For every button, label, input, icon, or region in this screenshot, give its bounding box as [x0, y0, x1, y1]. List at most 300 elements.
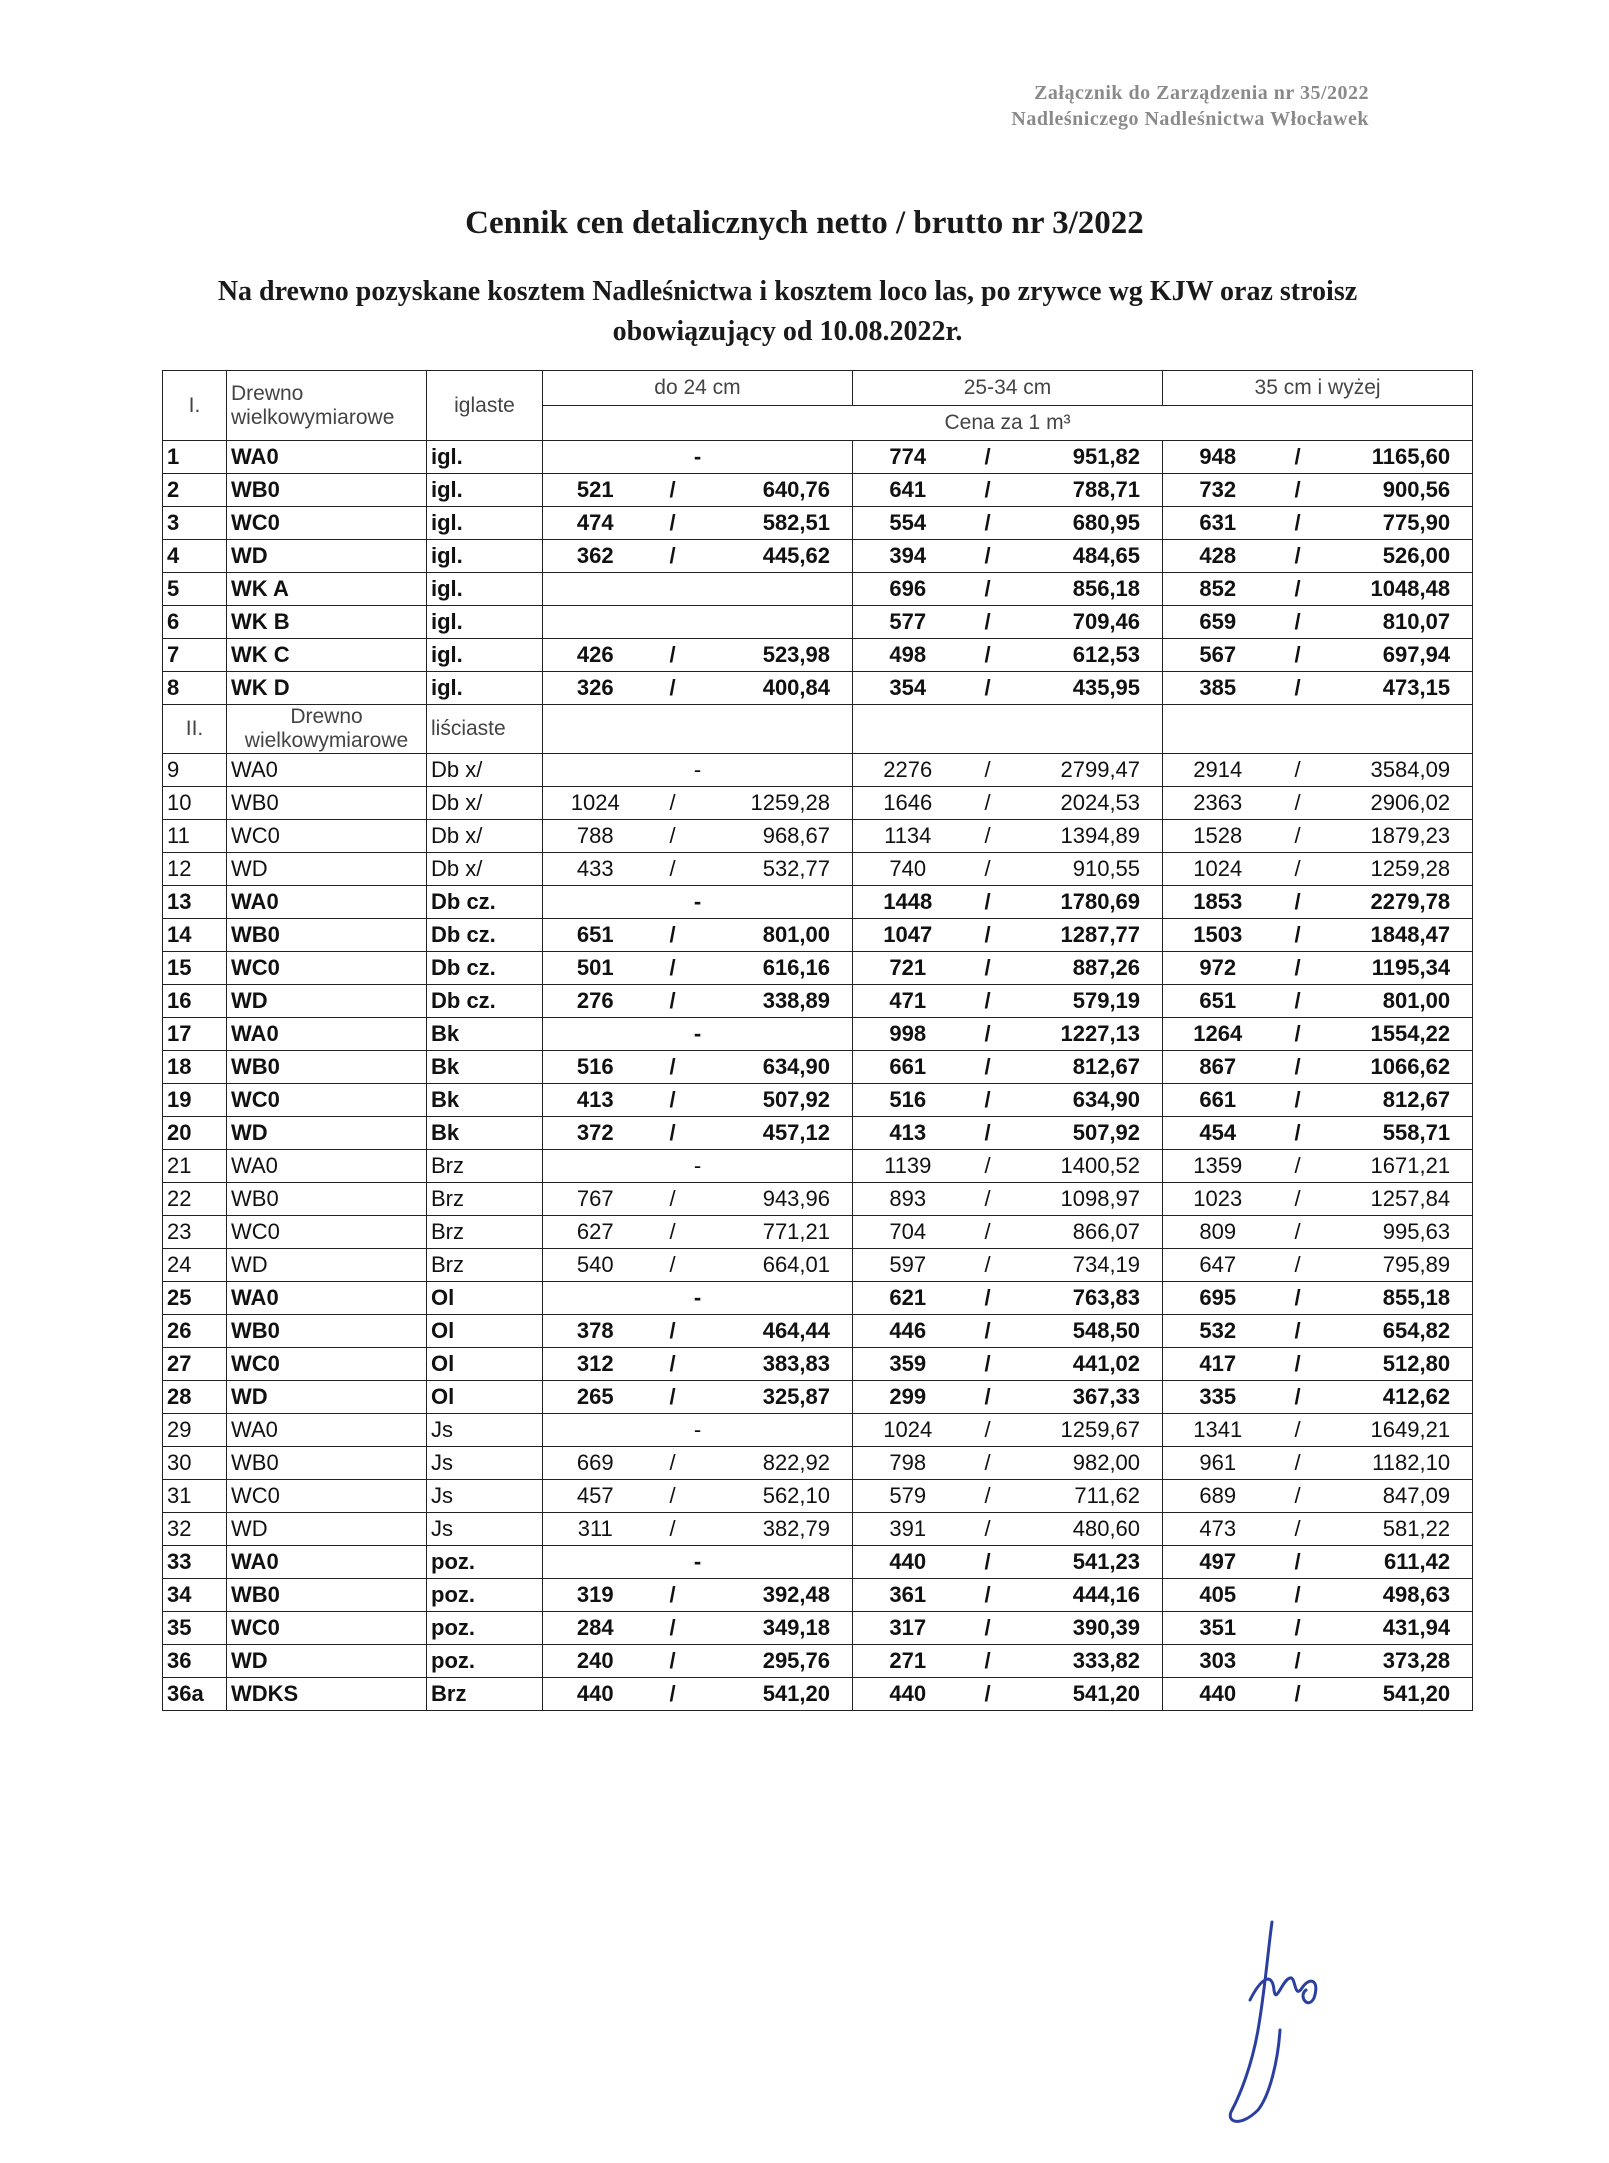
- price-25-34-brutto: 541,20: [1013, 1678, 1163, 1711]
- price-do-24-netto: 276: [543, 985, 648, 1018]
- price-25-34-netto: 798: [853, 1447, 963, 1480]
- price-35-plus-brutto: 1195,34: [1323, 952, 1473, 985]
- price-25-34-slash: /: [963, 1216, 1013, 1249]
- row-grade: WA0: [227, 441, 427, 474]
- price-25-34-brutto: 680,95: [1013, 507, 1163, 540]
- price-25-34-netto: 696: [853, 573, 963, 606]
- row-species: Ol: [427, 1381, 543, 1414]
- row-grade: WC0: [227, 952, 427, 985]
- price-35-plus-brutto: 1554,22: [1323, 1018, 1473, 1051]
- row-grade: WA0: [227, 1018, 427, 1051]
- price-25-34-slash: /: [963, 1249, 1013, 1282]
- price-35-plus-netto: 454: [1163, 1117, 1273, 1150]
- price-25-34-slash: /: [963, 1348, 1013, 1381]
- price-35-plus-brutto: 801,00: [1323, 985, 1473, 1018]
- price-35-plus-brutto: 3584,09: [1323, 754, 1473, 787]
- price-25-34-netto: 597: [853, 1249, 963, 1282]
- wood-type-line-2: wielkowymiarowe: [231, 405, 395, 429]
- price-35-plus-slash: /: [1273, 1513, 1323, 1546]
- row-number: 17: [163, 1018, 227, 1051]
- col-header-do-24: do 24 cm: [543, 371, 853, 406]
- price-35-plus-netto: 497: [1163, 1546, 1273, 1579]
- row-species: Ol: [427, 1315, 543, 1348]
- row-number: 35: [163, 1612, 227, 1645]
- price-25-34-brutto: 709,46: [1013, 606, 1163, 639]
- row-number: 9: [163, 754, 227, 787]
- price-35-plus-slash: /: [1273, 853, 1323, 886]
- price-25-34-netto: 740: [853, 853, 963, 886]
- row-grade: WB0: [227, 919, 427, 952]
- price-35-plus-slash: /: [1273, 919, 1323, 952]
- price-35-plus-slash: /: [1273, 1480, 1323, 1513]
- row-species: Db cz.: [427, 985, 543, 1018]
- price-25-34-brutto: 1394,89: [1013, 820, 1163, 853]
- signature: [1210, 1910, 1340, 2140]
- price-25-34-slash: /: [963, 540, 1013, 573]
- price-35-plus-slash: /: [1273, 1216, 1323, 1249]
- price-do-24-netto: 516: [543, 1051, 648, 1084]
- price-25-34-netto: 1047: [853, 919, 963, 952]
- price-35-plus-slash: /: [1273, 1183, 1323, 1216]
- price-25-34-brutto: 1780,69: [1013, 886, 1163, 919]
- price-25-34-brutto: 910,55: [1013, 853, 1163, 886]
- row-grade: WD: [227, 853, 427, 886]
- table-row: [163, 507, 1473, 540]
- price-35-plus-slash: /: [1273, 1051, 1323, 1084]
- price-35-plus-slash: /: [1273, 639, 1323, 672]
- row-species: Brz: [427, 1678, 543, 1711]
- price-35-plus-brutto: 1257,84: [1323, 1183, 1473, 1216]
- price-25-34-brutto: 1098,97: [1013, 1183, 1163, 1216]
- price-25-34-slash: /: [963, 754, 1013, 787]
- price-do-24-netto: 474: [543, 507, 648, 540]
- price-25-34-slash: /: [963, 1315, 1013, 1348]
- row-number: 15: [163, 952, 227, 985]
- row-number: 28: [163, 1381, 227, 1414]
- price-do-24-netto: 501: [543, 952, 648, 985]
- price-35-plus-slash: /: [1273, 1018, 1323, 1051]
- row-species: Bk: [427, 1018, 543, 1051]
- price-35-plus-slash: /: [1273, 474, 1323, 507]
- row-grade: WA0: [227, 1546, 427, 1579]
- price-25-34-netto: 361: [853, 1579, 963, 1612]
- row-grade: WK D: [227, 672, 427, 705]
- price-do-24-slash: /: [648, 1315, 698, 1348]
- price-do-24-brutto: 532,77: [698, 853, 853, 886]
- price-25-34-slash: /: [963, 639, 1013, 672]
- price-do-24-brutto: 400,84: [698, 672, 853, 705]
- price-35-plus-brutto: 812,67: [1323, 1084, 1473, 1117]
- wood-type-line-1: Drewno: [231, 381, 304, 405]
- price-35-plus-slash: /: [1273, 1678, 1323, 1711]
- price-35-plus-netto: 1359: [1163, 1150, 1273, 1183]
- row-grade: WB0: [227, 787, 427, 820]
- price-25-34-netto: 317: [853, 1612, 963, 1645]
- price-do-24-slash: /: [648, 1513, 698, 1546]
- price-do-24-slash: /: [648, 1117, 698, 1150]
- row-number: 4: [163, 540, 227, 573]
- annex-note: [1011, 80, 1369, 132]
- price-35-plus-netto: 647: [1163, 1249, 1273, 1282]
- price-25-34-slash: /: [963, 507, 1013, 540]
- price-35-plus-netto: 972: [1163, 952, 1273, 985]
- row-grade: WK B: [227, 606, 427, 639]
- row-number: 29: [163, 1414, 227, 1447]
- section-number: I.: [163, 371, 227, 441]
- document-subtitle: Na drewno pozyskane kosztem Nadleśnictwa i kosztem loco las, po zrywce wg KJW oraz stroisz obowiązujący od 10.08.2022r.: [217, 276, 1358, 347]
- price-do-24-netto: 284: [543, 1612, 648, 1645]
- table-row: [163, 1183, 1473, 1216]
- price-do-24-netto: 362: [543, 540, 648, 573]
- price-do-24-slash: /: [648, 1216, 698, 1249]
- section-2-empty-3: [1163, 705, 1473, 754]
- price-35-plus-brutto: 810,07: [1323, 606, 1473, 639]
- price-35-plus-brutto: 1879,23: [1323, 820, 1473, 853]
- price-35-plus-netto: 428: [1163, 540, 1273, 573]
- price-35-plus-slash: /: [1273, 1249, 1323, 1282]
- price-25-34-netto: 1646: [853, 787, 963, 820]
- row-grade: WD: [227, 1249, 427, 1282]
- price-35-plus-brutto: 1182,10: [1323, 1447, 1473, 1480]
- price-25-34-netto: 299: [853, 1381, 963, 1414]
- price-35-plus-slash: /: [1273, 1447, 1323, 1480]
- row-number: 3: [163, 507, 227, 540]
- price-35-plus-netto: 651: [1163, 985, 1273, 1018]
- section-2-number: II.: [163, 705, 227, 754]
- row-species: Bk: [427, 1051, 543, 1084]
- price-do-24-brutto: 383,83: [698, 1348, 853, 1381]
- price-do-24-brutto: 445,62: [698, 540, 853, 573]
- price-35-plus-netto: 335: [1163, 1381, 1273, 1414]
- table-row: [163, 1249, 1473, 1282]
- row-grade: WA0: [227, 1282, 427, 1315]
- price-25-34-netto: 1134: [853, 820, 963, 853]
- price-35-plus-netto: 1264: [1163, 1018, 1273, 1051]
- price-25-34-netto: 893: [853, 1183, 963, 1216]
- price-35-plus-brutto: 498,63: [1323, 1579, 1473, 1612]
- row-grade: WB0: [227, 1315, 427, 1348]
- price-35-plus-brutto: 654,82: [1323, 1315, 1473, 1348]
- price-25-34-netto: 471: [853, 985, 963, 1018]
- row-number: 1: [163, 441, 227, 474]
- price-35-plus-slash: /: [1273, 886, 1323, 919]
- price-35-plus-slash: /: [1273, 1282, 1323, 1315]
- price-25-34-netto: 1448: [853, 886, 963, 919]
- table-row: [163, 1645, 1473, 1678]
- row-grade: WC0: [227, 507, 427, 540]
- price-25-34-slash: /: [963, 1612, 1013, 1645]
- table-row: [163, 886, 1473, 919]
- price-35-plus-slash: /: [1273, 441, 1323, 474]
- price-25-34-brutto: 763,83: [1013, 1282, 1163, 1315]
- price-35-plus-brutto: 775,90: [1323, 507, 1473, 540]
- price-do-24-netto: 326: [543, 672, 648, 705]
- table-row: [163, 1381, 1473, 1414]
- row-grade: WB0: [227, 1183, 427, 1216]
- price-do-24-brutto: 541,20: [698, 1678, 853, 1711]
- price-25-34-netto: 621: [853, 1282, 963, 1315]
- col-header-35-plus: 35 cm i wyżej: [1163, 371, 1473, 406]
- row-number: 31: [163, 1480, 227, 1513]
- row-number: 34: [163, 1579, 227, 1612]
- price-35-plus-slash: /: [1273, 1084, 1323, 1117]
- table-row: [163, 606, 1473, 639]
- row-number: 22: [163, 1183, 227, 1216]
- section-2-wood-line-1: Drewno: [290, 705, 363, 728]
- row-species: igl.: [427, 606, 543, 639]
- row-species: igl.: [427, 540, 543, 573]
- price-35-plus-slash: /: [1273, 507, 1323, 540]
- price-25-34-slash: /: [963, 1150, 1013, 1183]
- price-25-34-brutto: 333,82: [1013, 1645, 1163, 1678]
- price-do-24-dash: -: [543, 754, 853, 787]
- row-number: 23: [163, 1216, 227, 1249]
- price-do-24-netto: 426: [543, 639, 648, 672]
- price-25-34-slash: /: [963, 952, 1013, 985]
- row-number: 18: [163, 1051, 227, 1084]
- price-do-24-netto: 440: [543, 1678, 648, 1711]
- table-row: [163, 1513, 1473, 1546]
- table-row: [163, 1678, 1473, 1711]
- row-species: igl.: [427, 639, 543, 672]
- price-35-plus-slash: /: [1273, 672, 1323, 705]
- price-do-24-brutto: 457,12: [698, 1117, 853, 1150]
- table-row: [163, 820, 1473, 853]
- table-row: [163, 985, 1473, 1018]
- price-25-34-slash: /: [963, 919, 1013, 952]
- row-grade: WC0: [227, 1348, 427, 1381]
- price-25-34-brutto: 1400,52: [1013, 1150, 1163, 1183]
- row-species: Js: [427, 1513, 543, 1546]
- price-35-plus-netto: 867: [1163, 1051, 1273, 1084]
- row-number: 26: [163, 1315, 227, 1348]
- price-do-24-brutto: 523,98: [698, 639, 853, 672]
- table-row: [163, 1579, 1473, 1612]
- table-row: [163, 474, 1473, 507]
- table-row: [163, 1051, 1473, 1084]
- row-number: 36: [163, 1645, 227, 1678]
- price-25-34-slash: /: [963, 672, 1013, 705]
- price-do-24-slash: /: [648, 474, 698, 507]
- price-25-34-slash: /: [963, 441, 1013, 474]
- table-row: [163, 1150, 1473, 1183]
- price-do-24-brutto: 634,90: [698, 1051, 853, 1084]
- price-do-24-brutto: 801,00: [698, 919, 853, 952]
- row-number: 20: [163, 1117, 227, 1150]
- price-25-34-netto: 641: [853, 474, 963, 507]
- price-35-plus-brutto: 611,42: [1323, 1546, 1473, 1579]
- price-25-34-slash: /: [963, 1480, 1013, 1513]
- price-25-34-slash: /: [963, 1282, 1013, 1315]
- table-row: [163, 952, 1473, 985]
- price-35-plus-brutto: 558,71: [1323, 1117, 1473, 1150]
- row-number: 30: [163, 1447, 227, 1480]
- price-35-plus-slash: /: [1273, 1579, 1323, 1612]
- price-35-plus-netto: 1023: [1163, 1183, 1273, 1216]
- price-35-plus-netto: 1528: [1163, 820, 1273, 853]
- annex-line-1: Załącznik do Zarządzenia nr 35/2022: [1034, 82, 1369, 104]
- price-25-34-slash: /: [963, 474, 1013, 507]
- price-35-plus-netto: 440: [1163, 1678, 1273, 1711]
- row-grade: WD: [227, 1117, 427, 1150]
- price-do-24-brutto: 464,44: [698, 1315, 853, 1348]
- section-2-header-row: [163, 705, 1473, 754]
- price-do-24-slash: /: [648, 672, 698, 705]
- price-25-34-netto: 2276: [853, 754, 963, 787]
- row-species: Bk: [427, 1084, 543, 1117]
- price-35-plus-slash: /: [1273, 1645, 1323, 1678]
- price-35-plus-brutto: 541,20: [1323, 1678, 1473, 1711]
- price-25-34-brutto: 444,16: [1013, 1579, 1163, 1612]
- price-do-24-slash: /: [648, 952, 698, 985]
- price-do-24-netto: 669: [543, 1447, 648, 1480]
- table-row: [163, 754, 1473, 787]
- price-35-plus-brutto: 473,15: [1323, 672, 1473, 705]
- price-do-24-empty: [543, 606, 853, 639]
- wood-type-header: [227, 371, 427, 441]
- price-25-34-brutto: 484,65: [1013, 540, 1163, 573]
- price-25-34-netto: 1024: [853, 1414, 963, 1447]
- table-row: [163, 1414, 1473, 1447]
- price-35-plus-brutto: 995,63: [1323, 1216, 1473, 1249]
- price-35-plus-brutto: 1066,62: [1323, 1051, 1473, 1084]
- price-25-34-brutto: 711,62: [1013, 1480, 1163, 1513]
- row-species: Bk: [427, 1117, 543, 1150]
- row-species: igl.: [427, 441, 543, 474]
- price-25-34-brutto: 856,18: [1013, 573, 1163, 606]
- price-25-34-netto: 413: [853, 1117, 963, 1150]
- price-35-plus-brutto: 900,56: [1323, 474, 1473, 507]
- table-row: [163, 1018, 1473, 1051]
- price-35-plus-brutto: 2279,78: [1323, 886, 1473, 919]
- price-do-24-slash: /: [648, 853, 698, 886]
- price-do-24-netto: 457: [543, 1480, 648, 1513]
- price-25-34-netto: 440: [853, 1546, 963, 1579]
- row-species: Db x/: [427, 787, 543, 820]
- price-35-plus-netto: 631: [1163, 507, 1273, 540]
- price-do-24-slash: /: [648, 1447, 698, 1480]
- row-number: 8: [163, 672, 227, 705]
- table-row: [163, 1315, 1473, 1348]
- price-35-plus-netto: 1503: [1163, 919, 1273, 952]
- row-grade: WD: [227, 1381, 427, 1414]
- price-do-24-dash: -: [543, 1546, 853, 1579]
- price-25-34-netto: 271: [853, 1645, 963, 1678]
- price-35-plus-slash: /: [1273, 754, 1323, 787]
- price-do-24-dash: -: [543, 441, 853, 474]
- price-35-plus-brutto: 795,89: [1323, 1249, 1473, 1282]
- price-do-24-brutto: 325,87: [698, 1381, 853, 1414]
- price-25-34-brutto: 788,71: [1013, 474, 1163, 507]
- row-number: 13: [163, 886, 227, 919]
- price-25-34-brutto: 548,50: [1013, 1315, 1163, 1348]
- price-35-plus-slash: /: [1273, 606, 1323, 639]
- row-grade: WD: [227, 1513, 427, 1546]
- price-do-24-slash: /: [648, 787, 698, 820]
- price-25-34-slash: /: [963, 1381, 1013, 1414]
- section-2-wood-line-2: wielkowymiarowe: [244, 729, 409, 752]
- section-2-empty-1: [543, 705, 853, 754]
- row-number: 12: [163, 853, 227, 886]
- table-row: [163, 1612, 1473, 1645]
- price-do-24-brutto: 822,92: [698, 1447, 853, 1480]
- price-25-34-slash: /: [963, 1546, 1013, 1579]
- price-25-34-slash: /: [963, 1414, 1013, 1447]
- price-25-34-brutto: 367,33: [1013, 1381, 1163, 1414]
- row-number: 32: [163, 1513, 227, 1546]
- price-35-plus-slash: /: [1273, 1117, 1323, 1150]
- price-do-24-brutto: 562,10: [698, 1480, 853, 1513]
- price-25-34-slash: /: [963, 853, 1013, 886]
- price-25-34-netto: 998: [853, 1018, 963, 1051]
- price-35-plus-brutto: 697,94: [1323, 639, 1473, 672]
- table-row: [163, 1546, 1473, 1579]
- price-25-34-slash: /: [963, 1018, 1013, 1051]
- table-row: [163, 441, 1473, 474]
- row-number: 5: [163, 573, 227, 606]
- price-35-plus-brutto: 1671,21: [1323, 1150, 1473, 1183]
- price-do-24-brutto: 771,21: [698, 1216, 853, 1249]
- price-25-34-brutto: 480,60: [1013, 1513, 1163, 1546]
- price-25-34-brutto: 612,53: [1013, 639, 1163, 672]
- price-25-34-brutto: 1227,13: [1013, 1018, 1163, 1051]
- price-do-24-slash: /: [648, 540, 698, 573]
- row-grade: WB0: [227, 1579, 427, 1612]
- price-do-24-brutto: 664,01: [698, 1249, 853, 1282]
- price-25-34-netto: 391: [853, 1513, 963, 1546]
- price-35-plus-netto: 473: [1163, 1513, 1273, 1546]
- price-25-34-slash: /: [963, 1513, 1013, 1546]
- price-35-plus-netto: 303: [1163, 1645, 1273, 1678]
- price-35-plus-netto: 351: [1163, 1612, 1273, 1645]
- row-species: Brz: [427, 1216, 543, 1249]
- table-row: [163, 1117, 1473, 1150]
- row-grade: WK A: [227, 573, 427, 606]
- price-do-24-dash: -: [543, 1414, 853, 1447]
- price-35-plus-netto: 2914: [1163, 754, 1273, 787]
- row-grade: WK C: [227, 639, 427, 672]
- table-row: [163, 1447, 1473, 1480]
- table-row: [163, 1216, 1473, 1249]
- price-25-34-netto: 1139: [853, 1150, 963, 1183]
- row-number: 19: [163, 1084, 227, 1117]
- price-25-34-brutto: 734,19: [1013, 1249, 1163, 1282]
- table-row: [163, 919, 1473, 952]
- price-do-24-slash: /: [648, 639, 698, 672]
- table-row: [163, 1282, 1473, 1315]
- price-35-plus-brutto: 431,94: [1323, 1612, 1473, 1645]
- price-35-plus-slash: /: [1273, 985, 1323, 1018]
- row-number: 14: [163, 919, 227, 952]
- table-row: [163, 540, 1473, 573]
- price-25-34-netto: 394: [853, 540, 963, 573]
- table-row: [163, 639, 1473, 672]
- row-species: poz.: [427, 1579, 543, 1612]
- price-do-24-brutto: 1259,28: [698, 787, 853, 820]
- price-do-24-netto: 651: [543, 919, 648, 952]
- price-35-plus-brutto: 1848,47: [1323, 919, 1473, 952]
- row-species: Ol: [427, 1348, 543, 1381]
- price-unit-label: Cena za 1 m³: [543, 406, 1473, 441]
- row-species: igl.: [427, 474, 543, 507]
- price-25-34-netto: 721: [853, 952, 963, 985]
- price-do-24-brutto: 349,18: [698, 1612, 853, 1645]
- price-do-24-slash: /: [648, 820, 698, 853]
- price-do-24-slash: /: [648, 1480, 698, 1513]
- price-35-plus-netto: 405: [1163, 1579, 1273, 1612]
- price-35-plus-netto: 1341: [1163, 1414, 1273, 1447]
- price-35-plus-netto: 695: [1163, 1282, 1273, 1315]
